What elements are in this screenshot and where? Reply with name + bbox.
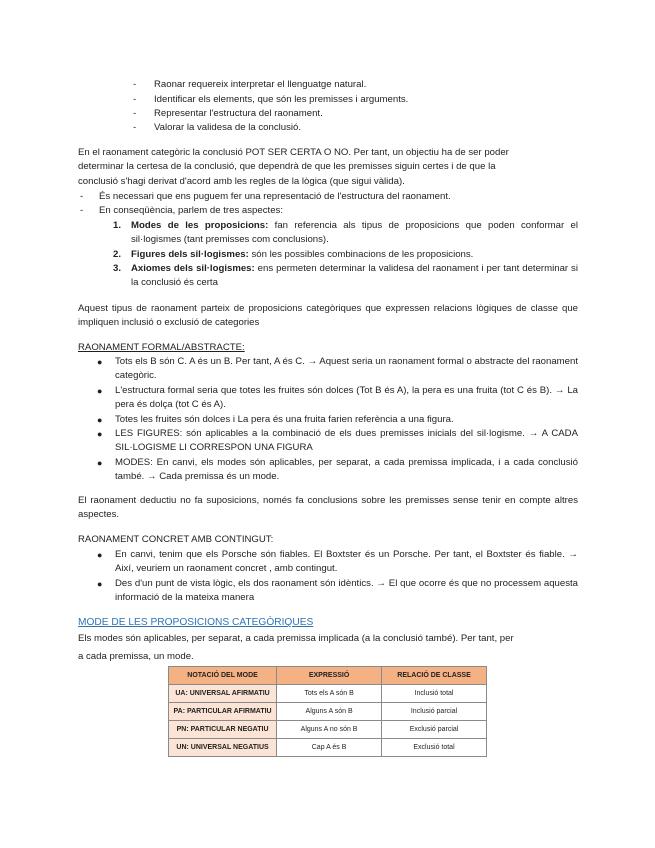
bullet-icon: ● <box>97 550 103 560</box>
bullet-icon: ● <box>97 579 103 589</box>
expression-cell: Tots els A són B <box>277 685 382 703</box>
bullet-text: Tots els B són C. A és un B. Per tant, A és C. → Aquest seria un raonament formal o abstracte del raonament categòric. <box>115 356 578 382</box>
mode-notation-cell: UA: UNIVERSAL AFIRMATIU <box>169 685 277 703</box>
bullet-item <box>97 384 578 413</box>
dash-marker: - <box>133 122 137 133</box>
mode-notation-cell: UN: UNIVERSAL NEGATIUS <box>169 739 277 757</box>
list-item-text: Valorar la validesa de la conclusió. <box>154 122 302 133</box>
aspect-term: Figures dels sil·logismes: <box>131 249 249 260</box>
class-relation-cell: Inclusió parcial <box>382 703 487 721</box>
column-header: NOTACIÓ DEL MODE <box>169 667 277 685</box>
dash-marker: - <box>80 205 84 216</box>
aspect-item <box>113 248 578 262</box>
bullet-icon: ● <box>97 357 103 367</box>
aspect-text: són les possibles combinacions de les proposicions. <box>248 249 474 260</box>
modes-heading: MODE DE LES PROPOSICIONS CATEGÒRIQUES <box>78 617 314 628</box>
bullet-text: Totes les fruites són dolces i La pera és una fruita farien referència a una figura. <box>115 414 454 425</box>
modes-table <box>168 666 487 757</box>
bullet-icon: ● <box>97 458 103 468</box>
paragraph-line: Els modes són aplicables, per separat, a cada premissa implicada (a la conclusió també). Per tant, per <box>78 633 514 644</box>
bullet-item <box>97 413 578 427</box>
dash-marker: - <box>133 94 137 105</box>
bullet-icon: ● <box>97 429 103 439</box>
aspect-term: Modes de les proposicions: <box>131 220 269 231</box>
bullet-item <box>97 577 578 606</box>
table-row <box>169 739 487 757</box>
aspect-item <box>113 262 578 291</box>
paragraph-line: En el raonament categòric la conclusió POT SER CERTA O NO. Per tant, un objectiu ha de ser poder <box>78 147 509 158</box>
class-relation-cell: Inclusió total <box>382 685 487 703</box>
list-item-text: Identificar els elements, que són les premisses i arguments. <box>154 94 409 105</box>
bullet-text: L'estructura formal seria que totes les fruites són dolces (Tot B és A), la pera es una fruita (tot C és B). → La pera és dolça (tot C és A). <box>115 385 578 411</box>
column-header: EXPRESSIÓ <box>277 667 382 685</box>
paragraph-line: conclusió s'hagi derivat d'acord amb les regles de la lògica (que sigui vàlida). <box>78 176 405 187</box>
dash-marker: - <box>133 108 137 119</box>
paragraph-line: determinar la certesa de la conclusió, que dependrà de que les premisses siguin certes i de que la <box>78 161 496 172</box>
mode-notation-cell: PN: PARTICULAR NEGATIU <box>169 721 277 739</box>
bullet-text: MODES: En canvi, els modes són aplicables, per separat, a cada premissa implicada, i a cada conclusió també. → Cada premissa és un mode. <box>115 457 578 483</box>
bullet-item <box>97 456 578 485</box>
bullet-text: LES FIGURES: són aplicables a la combinació de els dues premisses inicials del sil·logisme. → A CADA SIL·LOGISME LI CORRESPON UNA FIGURA <box>115 428 578 454</box>
table-row <box>169 721 487 739</box>
section-heading: RAONAMENT FORMAL/ABSTRACTE: <box>78 342 245 353</box>
bullet-icon: ● <box>97 386 103 396</box>
table-header-row <box>169 667 487 685</box>
list-item-text: Representar l'estructura del raonament. <box>154 108 323 119</box>
mode-notation-cell: PA: PARTICULAR AFIRMATIU <box>169 703 277 721</box>
bullet-icon: ● <box>97 415 103 425</box>
dash-marker: - <box>80 191 84 202</box>
aspect-number: 2. <box>113 249 122 260</box>
column-header: RELACIÓ DE CLASSE <box>382 667 487 685</box>
aspect-text: fan referencia als tipus de proposicions que poden conformar el sil·logismes (tant premisses com conclusions). <box>131 220 578 246</box>
bullet-text: Des d'un punt de vista lògic, els dos raonament són idèntics. → El que ocorre és que no processem aquesta informació de la mateixa manera <box>115 578 578 604</box>
section-heading: RAONAMENT CONCRET AMB CONTINGUT: <box>78 534 274 545</box>
bullet-item <box>97 355 578 384</box>
bullet-item <box>97 427 578 456</box>
paragraph: Aquest tipus de raonament parteix de proposicions categòriques que expressen relacions lògiques de classe que impliquen inclusió o exclusió de categories <box>78 303 578 329</box>
aspect-item <box>113 219 578 248</box>
class-relation-cell: Exclusió total <box>382 739 487 757</box>
class-relation-cell: Exclusió parcial <box>382 721 487 739</box>
paragraph-line: En conseqüència, parlem de tres aspectes: <box>99 205 283 216</box>
paragraph-line: a cada premissa, un mode. <box>78 651 194 662</box>
dash-marker: - <box>133 79 137 90</box>
paragraph: El raonament deductiu no fa suposicions, només fa conclusions sobre les premisses sense tenir en compte altres aspectes. <box>78 495 578 521</box>
aspect-text: ens permeten determinar la validesa del raonament i per tant determinar si la conclusió és certa <box>131 263 578 289</box>
bullet-text: En canvi, tenim que els Porsche són fiables. El Boxtster és un Porsche. Per tant, el Boxtster és fiable. → Així, veuriem un raonament concret , amb contingut. <box>115 549 578 575</box>
expression-cell: Cap A és B <box>277 739 382 757</box>
bullet-item <box>97 548 578 577</box>
aspect-number: 3. <box>113 263 122 274</box>
aspect-number: 1. <box>113 220 122 231</box>
aspect-term: Axiomes dels sil·logismes: <box>131 263 255 274</box>
expression-cell: Alguns A no són B <box>277 721 382 739</box>
table-row <box>169 685 487 703</box>
paragraph-line: És necessari que ens puguem fer una representació de l'estructura del raonament. <box>99 191 451 202</box>
list-item-text: Raonar requereix interpretar el llenguatge natural. <box>154 79 367 90</box>
table-row <box>169 703 487 721</box>
expression-cell: Alguns A són B <box>277 703 382 721</box>
